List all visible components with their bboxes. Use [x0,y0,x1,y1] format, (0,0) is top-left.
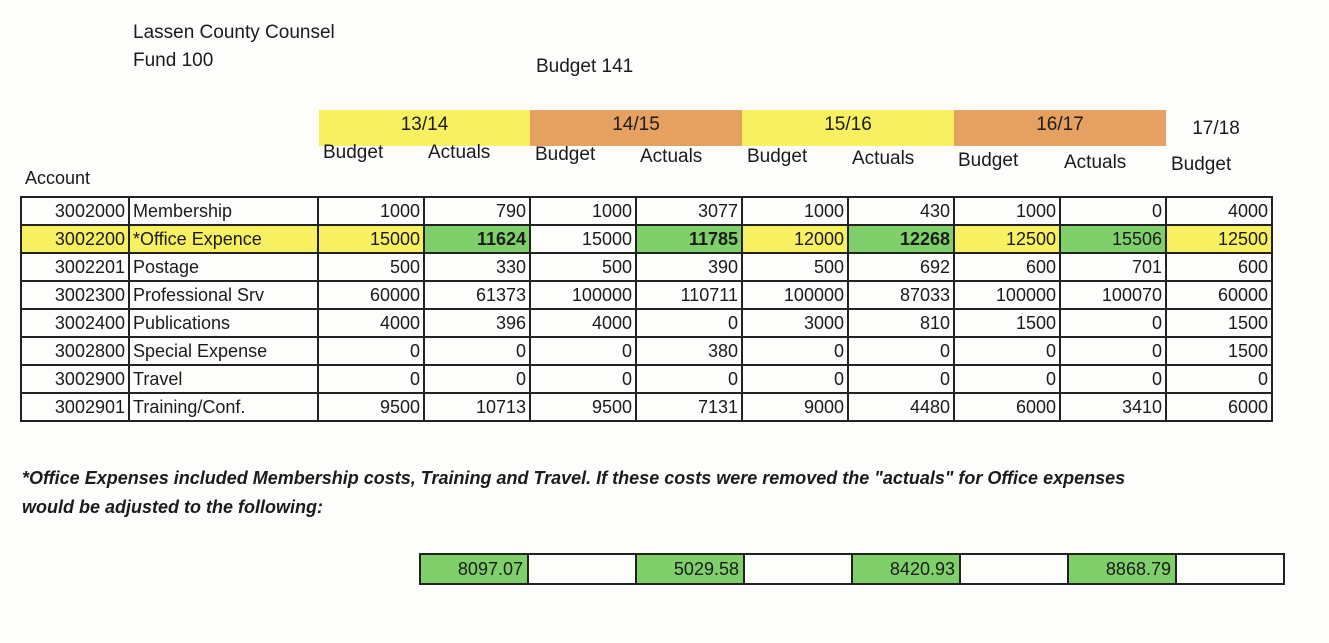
table-row-highlighted [21,225,1272,253]
account-number: 3002201 [21,253,129,281]
subheader-actuals-2: Actuals [640,146,703,167]
cell-value: 0 [318,337,424,365]
cell-value: 500 [318,253,424,281]
cell-value: 6000 [1166,393,1272,421]
account-name: Professional Srv [129,281,318,309]
account-name: Training/Conf. [129,393,318,421]
cell-value: 15506 [1060,225,1166,253]
year-header-15-16: 15/16 [742,110,954,146]
account-name: Travel [129,365,318,393]
cell-value: 0 [1060,365,1166,393]
cell-value: 10713 [424,393,530,421]
cell-value: 9000 [742,393,848,421]
table-row [21,393,1272,421]
budget-table [20,196,1273,422]
adjusted-value: 8097.07 [420,554,528,584]
cell-value: 1000 [742,197,848,225]
cell-value: 4480 [848,393,954,421]
cell-value: 15000 [318,225,424,253]
cell-value: 0 [1060,197,1166,225]
account-number: 3002300 [21,281,129,309]
account-number: 3002400 [21,309,129,337]
subheader-budget-2: Budget [535,144,596,165]
cell-value: 0 [954,365,1060,393]
cell-value: 100070 [1060,281,1166,309]
subheader-actuals-4: Actuals [1064,152,1127,173]
adjusted-actuals-table [419,553,1285,585]
adjusted-blank [744,554,852,584]
cell-value: 1500 [1166,309,1272,337]
cell-value: 692 [848,253,954,281]
account-number: 3002900 [21,365,129,393]
cell-value: 61373 [424,281,530,309]
cell-value: 7131 [636,393,742,421]
cell-value: 0 [636,309,742,337]
cell-value: 380 [636,337,742,365]
cell-value: 430 [848,197,954,225]
subheader-actuals-1: Actuals [428,142,491,163]
table-row [420,554,1284,584]
subheader-actuals-3: Actuals [852,148,915,169]
adjusted-value: 8868.79 [1068,554,1176,584]
cell-value: 0 [1166,365,1272,393]
table-row [21,309,1272,337]
cell-value: 0 [954,337,1060,365]
cell-value: 11624 [424,225,530,253]
cell-value: 0 [424,365,530,393]
cell-value: 1000 [954,197,1060,225]
adjusted-value: 5029.58 [636,554,744,584]
year-header-14-15: 14/15 [530,110,742,146]
cell-value: 0 [530,337,636,365]
cell-value: 1500 [954,309,1060,337]
cell-value: 0 [1060,309,1166,337]
cell-value: 60000 [318,281,424,309]
cell-value: 0 [530,365,636,393]
cell-value: 396 [424,309,530,337]
account-name: Special Expense [129,337,318,365]
adjusted-blank [1176,554,1284,584]
cell-value: 0 [318,365,424,393]
cell-value: 12000 [742,225,848,253]
account-name: Postage [129,253,318,281]
cell-value: 0 [636,365,742,393]
account-name: *Office Expence [129,225,318,253]
cell-value: 0 [1060,337,1166,365]
cell-value: 0 [848,365,954,393]
cell-value: 3000 [742,309,848,337]
adjusted-blank [528,554,636,584]
cell-value: 3410 [1060,393,1166,421]
cell-value: 810 [848,309,954,337]
cell-value: 100000 [530,281,636,309]
cell-value: 1500 [1166,337,1272,365]
cell-value: 12500 [1166,225,1272,253]
cell-value: 3077 [636,197,742,225]
cell-value: 0 [742,337,848,365]
account-number: 3002901 [21,393,129,421]
footnote: *Office Expenses included Membership costs, Training and Travel. If these costs were removed the "actuals" for Office expenses would be adjusted to the following: [22,468,1126,517]
cell-value: 790 [424,197,530,225]
adjusted-blank [960,554,1068,584]
cell-value: 100000 [742,281,848,309]
cell-value: 0 [742,365,848,393]
account-number: 3002000 [21,197,129,225]
cell-value: 390 [636,253,742,281]
subheader-budget-4: Budget [958,150,1019,171]
year-header-13-14: 13/14 [319,110,530,146]
adjusted-value: 8420.93 [852,554,960,584]
year-header-17-18: 17/18 [1192,118,1240,139]
account-name: Membership [129,197,318,225]
cell-value: 15000 [530,225,636,253]
org-title: Lassen County Counsel [133,22,335,43]
subheader-budget-5: Budget [1171,154,1232,175]
fund-label: Fund 100 [133,50,214,71]
subheader-budget-1: Budget [323,142,384,163]
account-number: 3002800 [21,337,129,365]
cell-value: 9500 [318,393,424,421]
table-row [21,197,1272,225]
account-name: Publications [129,309,318,337]
table-row [21,365,1272,393]
cell-value: 330 [424,253,530,281]
cell-value: 100000 [954,281,1060,309]
cell-value: 1000 [530,197,636,225]
cell-value: 9500 [530,393,636,421]
table-row [21,337,1272,365]
cell-value: 60000 [1166,281,1272,309]
cell-value: 4000 [530,309,636,337]
cell-value: 600 [1166,253,1272,281]
table-row [21,281,1272,309]
cell-value: 6000 [954,393,1060,421]
cell-value: 0 [848,337,954,365]
cell-value: 500 [530,253,636,281]
cell-value: 1000 [318,197,424,225]
cell-value: 600 [954,253,1060,281]
cell-value: 12268 [848,225,954,253]
cell-value: 4000 [1166,197,1272,225]
account-column-label: Account [25,168,91,188]
year-header-16-17: 16/17 [954,110,1166,146]
cell-value: 12500 [954,225,1060,253]
account-number: 3002200 [21,225,129,253]
cell-value: 4000 [318,309,424,337]
cell-value: 11785 [636,225,742,253]
cell-value: 500 [742,253,848,281]
cell-value: 87033 [848,281,954,309]
table-row [21,253,1272,281]
cell-value: 110711 [636,281,742,309]
cell-value: 701 [1060,253,1166,281]
subheader-budget-3: Budget [747,146,808,167]
cell-value: 0 [424,337,530,365]
budget-label: Budget 141 [536,56,634,77]
